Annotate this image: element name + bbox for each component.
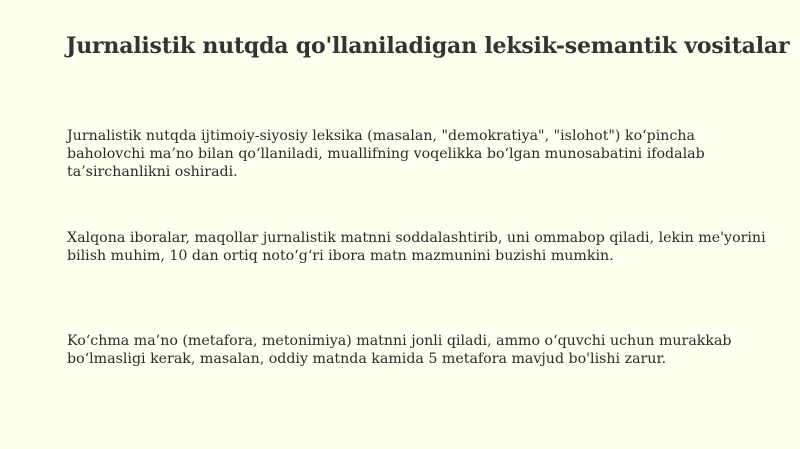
paragraph-figurative-meaning: Ko‘chma ma’no (metafora, metonimiya) matnni jonli qiladi, ammo o‘quvchi uchun murakkab bo‘lmasligi kerak, masalan, oddiy matnda kamida 5 metafora mavjud bo'lishi zarur. (67, 333, 732, 367)
paragraph-political-lexicon: Jurnalistik nutqda ijtimoiy-siyosiy leksika (masalan, "demokratiya", "islohot") ko‘pincha baholovchi ma’no bilan qo‘llaniladi, muallifning voqelikka bo‘lgan munosabatini ifodalab ta’sirchanlikni oshiradi. (67, 128, 705, 180)
slide-title: Jurnalistik nutqda qo'llaniladigan leksik-semantik vositalar (66, 33, 790, 59)
paragraph-folk-expressions: Xalqona iboralar, maqollar jurnalistik matnni soddalashtirib, uni ommabop qiladi, lekin me'yorini bilish muhim, 10 dan ortiq noto‘g‘ri ibora matn mazmunini buzishi mumkin. (67, 230, 766, 264)
